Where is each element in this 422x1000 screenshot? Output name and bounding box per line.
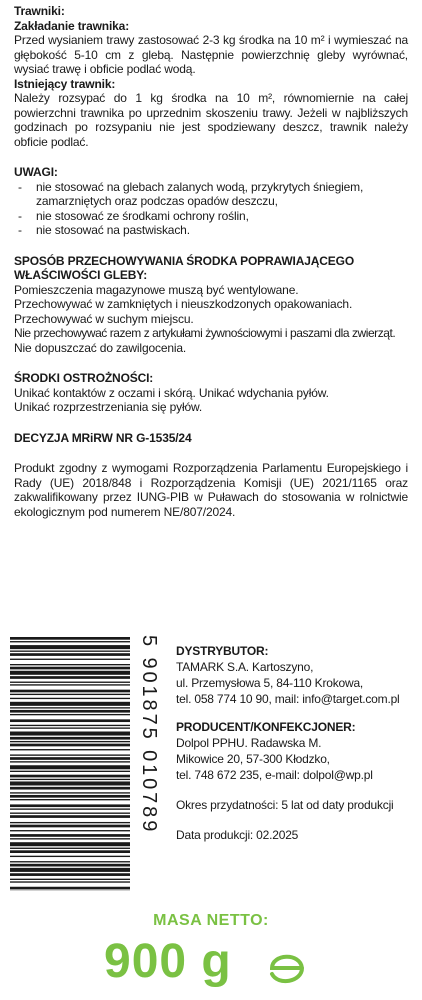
barcode-bar (10, 682, 130, 683)
barcode-bar (10, 684, 130, 685)
barcode-bar (10, 813, 130, 814)
barcode-bar (10, 808, 130, 809)
przydatnosc: Okres przydatności: 5 lat od daty produkcji (176, 798, 394, 812)
uwagi-list (14, 180, 408, 238)
net-weight-value: 900 g (104, 935, 232, 988)
barcode-bar (10, 659, 130, 660)
barcode-bar (10, 879, 130, 880)
dystrybutor-contact: tel. 058 774 10 90, mail: info@target.com.pl (176, 692, 400, 706)
dystrybutor-address: ul. Przemysłowa 5, 84-110 Krokowa, (176, 676, 364, 690)
barcode-bar (10, 637, 130, 640)
barcode-bar (10, 850, 130, 853)
barcode-digits: 5 901875 010789 (138, 635, 160, 835)
barcode-bar (10, 822, 130, 823)
decyzja: DECYZJA MRiRW NR G-1535/24 (14, 430, 192, 445)
producent-address: Mikowice 20, 57-300 Kłodzko, (176, 752, 330, 766)
barcode-bar (10, 834, 130, 837)
barcode-bar (10, 771, 130, 772)
list-item-continuation: zamarzniętych oraz podczas opadów deszczu, (36, 194, 278, 208)
barcode-bar (10, 864, 130, 867)
barcode-bar (10, 737, 130, 740)
barcode-bar (10, 727, 130, 728)
barcode-bar (10, 804, 130, 807)
barcode-bar (10, 671, 130, 675)
barcode-bar (10, 749, 130, 750)
barcode-bar (10, 838, 130, 839)
barcode-bar (10, 653, 130, 656)
barcode-bar (10, 815, 130, 818)
barcode-bar (10, 856, 130, 857)
srodki-line: Unikać rozprzestrzeniania się pyłów. (14, 400, 203, 414)
section-title-przechowywanie-2: WŁAŚCIWOŚCI GLEBY: (14, 268, 148, 282)
barcode-bar (10, 799, 130, 800)
masa-netto-label: MASA NETTO: (153, 912, 269, 929)
barcode-bar (10, 667, 130, 670)
barcode-bar (10, 651, 130, 652)
barcode-bar (10, 881, 130, 882)
barcode-bar (10, 710, 130, 713)
list-item: - nie stosować na glebach zalanych wodą, przykrytych śniegiem, zamarzniętych oraz podczas opadów deszczu, (14, 180, 408, 209)
srodki-line: Unikać kontaktów z oczami i skórą. Unikać wdychania pyłów. (14, 385, 329, 400)
bottom-block (0, 637, 422, 907)
producent-name: Dolpol PPHU. Radawska M. (176, 736, 322, 750)
barcode-bar (10, 744, 130, 747)
list-item: - nie stosować na pastwiskach. (14, 223, 408, 238)
barcode-bar (10, 719, 130, 722)
dystrybutor-name: TAMARK S.A. Kartoszyno, (176, 660, 314, 674)
barcode-bar (10, 664, 130, 665)
barcode-bar (10, 641, 130, 642)
barcode-bar (10, 868, 130, 872)
barcode-bar (10, 775, 130, 778)
list-item: - nie stosować ze środkami ochrony roślin, (14, 209, 408, 224)
barcode (10, 637, 160, 897)
barcode-bar (10, 792, 130, 793)
barcode-bar (10, 765, 130, 769)
barcode-bar (10, 741, 130, 742)
barcode-bar (10, 842, 130, 846)
barcode-bar (10, 676, 130, 679)
contact-info (176, 643, 416, 843)
barcode-bar (10, 702, 130, 706)
produkt-text: Produkt zgodny z wymogami Rozporządzenia Parlamentu Europejskiego i Rady (UE) 2018/848 i Rozporządzenia Komisji (UE) 2021/1165 oraz zakwalifikowany przez IUNG-PIB w Puławach do stosowania w rolnictwie ekologicznym pod numerem NE/807/2024. (14, 461, 408, 519)
barcode-bar (10, 787, 130, 790)
barcode-bar (10, 698, 130, 699)
barcode-bar (10, 690, 130, 693)
barcode-bar (10, 825, 130, 828)
barcode-bar (10, 725, 130, 726)
barcode-bar (10, 795, 130, 798)
barcode-bar (10, 694, 130, 695)
data-produkcji: Data produkcji: 02.2025 (176, 828, 299, 842)
section-title-trawniki: Trawniki: (14, 4, 65, 18)
barcode-bar (10, 861, 130, 862)
barcode-bar (10, 707, 130, 708)
dystrybutor-title: DYSTRYBUTOR: (176, 644, 269, 658)
barcode-bar (10, 779, 130, 780)
section-title-przechowywanie: SPOSÓB PRZECHOWYWANIA ŚRODKA POPRAWIAJĄCEGO (14, 253, 355, 268)
section-title-srodki: ŚRODKI OSTROŻNOŚCI: (14, 371, 154, 385)
przechowywanie-line: Przechowywać w zamkniętych i nieuszkodzonych opakowaniach. (14, 297, 353, 311)
barcode-bar (10, 761, 130, 762)
producent-title: PRODUCENT/KONFEKCJONER: (176, 720, 356, 734)
section-title-uwagi: UWAGI: (14, 165, 58, 179)
przechowywanie-line: Nie dopuszczać do zawilgocenia. (14, 340, 187, 355)
barcode-bar (10, 887, 130, 890)
barcode-bars (10, 637, 130, 891)
barcode-bar (10, 645, 130, 649)
subsection-title-zakladanie: Zakładanie trawnika: (14, 18, 130, 33)
barcode-bar (10, 781, 130, 785)
przechowywanie-line: Pomieszczenia magazynowe muszą być wentylowane. (14, 282, 299, 297)
przechowywanie-line: Przechowywać w suchym miejscu. (14, 311, 194, 326)
istniejacy-text: Należy rozsypać do 1 kg środka na 10 m², równomiernie na całej powierzchni trawnika po uprzednim skoszeniu trawy. Jeżeli w najbliższych godzinach po rozsypaniu nie jest spodziewany deszcz, trawnik należy obficie podlać. (14, 91, 408, 149)
przechowywanie-line: Nie przechowywać razem z artykułami żywnościowymi i paszami dla zwierząt. (14, 326, 396, 340)
barcode-bar (10, 830, 130, 831)
barcode-bar (10, 732, 130, 736)
barcode-bar (10, 757, 130, 760)
barcode-bar (10, 714, 130, 715)
producent-contact: tel. 748 672 235, e-mail: dolpol@wp.pl (176, 768, 373, 782)
estimated-sign-icon (262, 942, 310, 990)
barcode-bar (10, 873, 130, 876)
zakladanie-text: Przed wysianiem trawy zastosować 2-3 kg środka na 10 m² i wymieszać na głębokość 5-10 cm z glebą. Następnie powierzchnię gleby wyrównać, wysiać trawę i obficie podlać wodą. (14, 33, 408, 76)
barcode-bar (10, 848, 130, 849)
subsection-title-istniejacy: Istniejący trawnik: (14, 76, 116, 91)
barcode-bar (10, 754, 130, 755)
